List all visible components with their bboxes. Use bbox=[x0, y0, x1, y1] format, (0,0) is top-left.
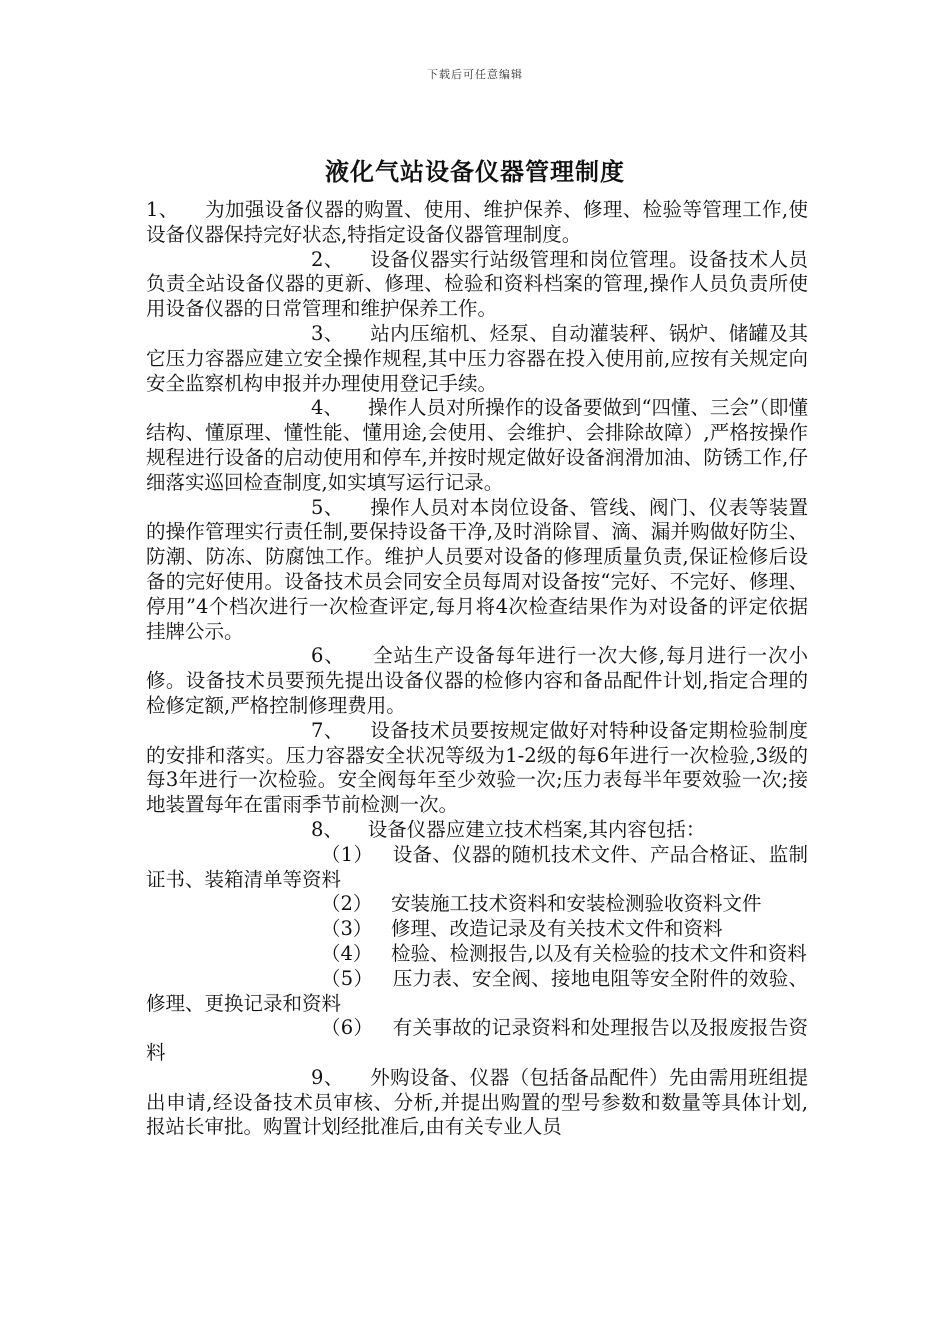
paragraph-7 bbox=[146, 719, 808, 818]
paragraph-number: 5、 bbox=[311, 495, 344, 519]
sub-item-number: （2） bbox=[321, 892, 373, 916]
paragraph-text: 全站生产设备每年进行一次大修,每月进行一次小修。设备技术员要预先提出设备仪器的检修内容和备品配件计划,指定合理的检修定额,严格控制修理费用。 bbox=[146, 644, 808, 717]
paragraph-number: 7、 bbox=[311, 718, 344, 742]
paragraph-text: 站内压缩机、烃泵、自动灌装秤、锅炉、储罐及其它压力容器应建立安全操作规程,其中压力容器在投入使用前,应按有关规定向安全监察机构申报并办理使用登记手续。 bbox=[146, 321, 808, 395]
paragraph-8 bbox=[146, 818, 808, 843]
document-body bbox=[146, 198, 808, 1140]
paragraph-number: 8、 bbox=[311, 817, 343, 841]
sub-item-number: （6） bbox=[321, 1016, 374, 1040]
sub-item-1 bbox=[146, 843, 808, 893]
paragraph-number: 9、 bbox=[311, 1065, 344, 1089]
sub-item-2 bbox=[146, 892, 808, 917]
sub-item-text: 压力表、安全阀、接地电阻等安全附件的效验、修理、更换记录和资料 bbox=[146, 966, 808, 1015]
sub-item-4 bbox=[146, 942, 808, 967]
paragraph-number: 2、 bbox=[311, 247, 344, 271]
paragraph-text: 设备仪器应建立技术档案,其内容包括： bbox=[367, 817, 706, 841]
paragraph-text: 为加强设备仪器的购置、使用、维护保养、修理、检验等管理工作,使设备仪器保持完好状态,特指定设备仪器管理制度。 bbox=[146, 198, 808, 246]
paragraph-1 bbox=[146, 198, 808, 248]
sub-item-text: 安装施工技术资料和安装检测验收资料文件 bbox=[391, 892, 762, 916]
paragraph-number: 4、 bbox=[311, 396, 343, 420]
sub-item-text: 修理、改造记录及有关技术文件和资料 bbox=[391, 917, 723, 941]
paragraph-2 bbox=[146, 248, 808, 322]
sub-item-text: 检验、检测报告,以及有关检验的技术文件和资料 bbox=[391, 941, 807, 965]
sub-item-text: 设备、仪器的随机技术文件、产品合格证、监制证书、装箱清单等资料 bbox=[146, 842, 808, 891]
paragraph-number: 6、 bbox=[311, 644, 345, 668]
paragraph-text: 设备技术员要按规定做好对特种设备定期检验制度的安排和落实。压力容器安全状况等级为1-2级的每6年进行一次检验,3级的每3年进行一次检验。安全阀每年至少效验一次;压力表每半年要效验一次;接地装置每年在雷雨季节前检测一次。 bbox=[146, 718, 808, 817]
paragraph-3 bbox=[146, 322, 808, 396]
sub-item-text: 有关事故的记录资料和处理报告以及报废报告资料 bbox=[146, 1016, 808, 1065]
paragraph-text: 操作人员对本岗位设备、管线、阀门、仪表等装置的操作管理实行责任制,要保持设备干净,及时消除冒、滴、漏并购做好防尘、防潮、防冻、防腐蚀工作。维护人员要对设备的修理质量负责,保证检修后设备的完好使用。设备技术员会同安全员每周对设备按“完好、不完好、修理、停用”4个档次进行一次检查评定,每月将4次检查结果作为对设备的评定依据挂牌公示。 bbox=[146, 495, 808, 643]
paragraph-text: 外购设备、仪器（包括备品配件）先由需用班组提出申请,经设备技术员审核、分析,并提出购置的型号参数和数量等具体计划,报站长审批。购置计划经批准后,由有关专业人员 bbox=[146, 1065, 808, 1139]
header-note: 下载后可任意编辑 bbox=[427, 68, 523, 81]
paragraph-9 bbox=[146, 1066, 808, 1140]
document-title: 液化气站设备仪器管理制度 bbox=[325, 157, 625, 186]
sub-item-6 bbox=[146, 1016, 808, 1066]
paragraph-5 bbox=[146, 496, 808, 645]
sub-item-number: （3） bbox=[321, 917, 373, 941]
paragraph-text: 操作人员对所操作的设备要做到“四懂、三会”（即懂结构、懂原理、懂性能、懂用途,会使用、会维护、会排除故障）,严格按操作规程进行设备的启动使用和停车,并按时规定做好设备润滑加油、防锈工作,仔细落实巡回检查制度,如实填写运行记录。 bbox=[146, 396, 808, 494]
sub-item-number: （1） bbox=[321, 842, 374, 866]
sub-item-number: （4） bbox=[321, 941, 373, 965]
paragraph-6 bbox=[146, 644, 808, 718]
paragraph-number: 3、 bbox=[311, 321, 344, 345]
sub-item-5 bbox=[146, 967, 808, 1017]
paragraph-number: 1、 bbox=[146, 198, 179, 221]
sub-item-number: （5） bbox=[321, 966, 374, 990]
paragraph-text: 设备仪器实行站级管理和岗位管理。设备技术人员负责全站设备仪器的更新、修理、检验和资料档案的管理,操作人员负责所使用设备仪器的日常管理和维护保养工作。 bbox=[146, 247, 808, 321]
paragraph-4 bbox=[146, 396, 808, 495]
sub-item-3 bbox=[146, 917, 808, 942]
